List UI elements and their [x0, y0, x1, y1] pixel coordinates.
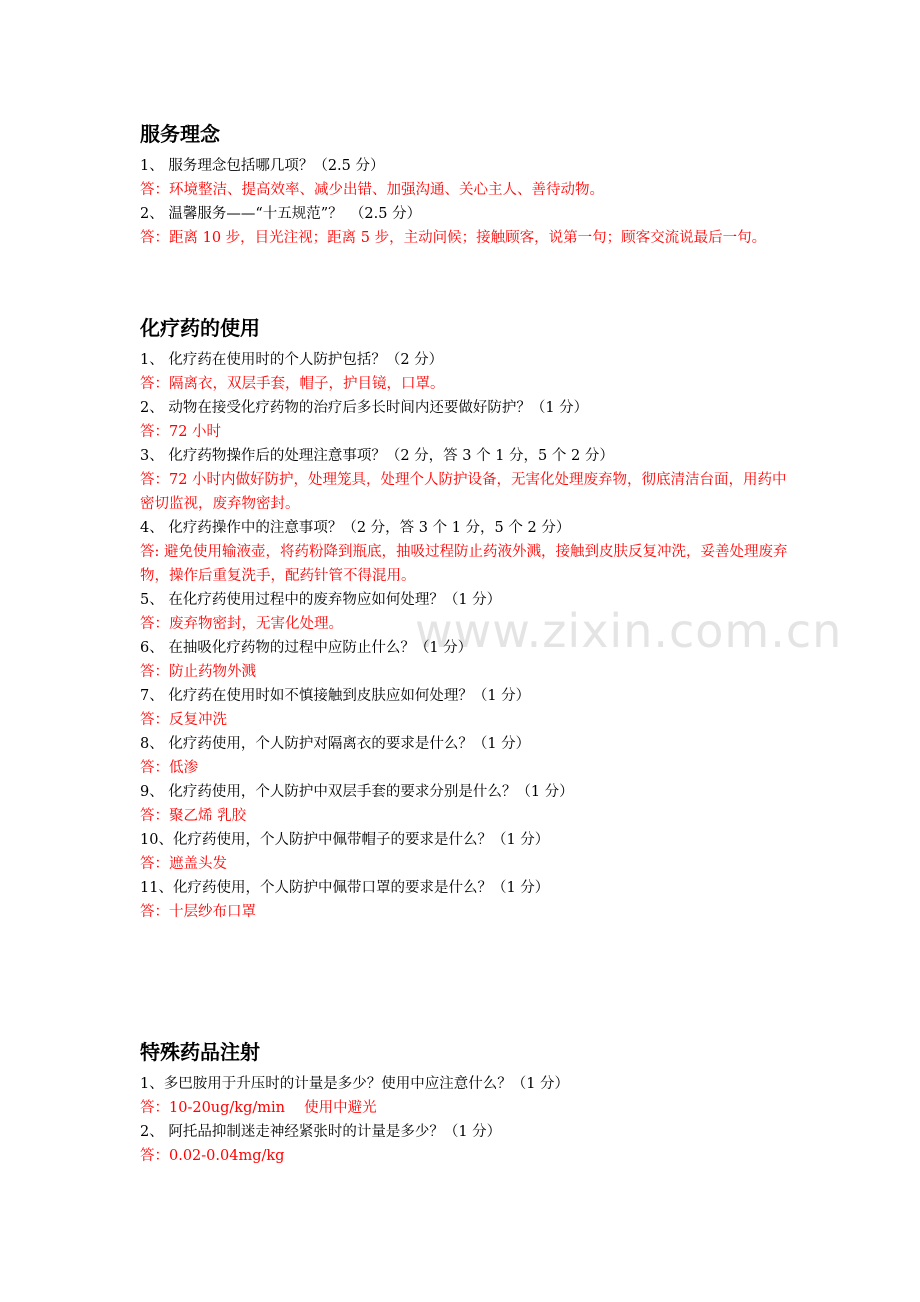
watermark: www.zixin.com.cn [415, 604, 843, 658]
answer: 答: 避免使用输液壶，将药粉降到瓶底，抽吸过程防止药液外溅，接触到皮肤反复冲洗，妥善处理废弃物，操作后重复洗手，配药针管不得混用。 [140, 544, 788, 584]
question: 1、 化疗药在使用时的个人防护包括？（2 分） [140, 352, 444, 368]
question: 2、 动物在接受化疗药物的治疗后多长时间内还要做好防护？（1 分） [140, 400, 589, 416]
answer: 答：反复冲洗 [140, 712, 227, 728]
question: 6、 在抽吸化疗药物的过程中应防止什么？（1 分） [140, 640, 473, 656]
question: 11、化疗药使用，个人防护中佩带口罩的要求是什么？（1 分） [140, 880, 550, 896]
answer: 答：隔离衣，双层手套，帽子，护目镜，口罩。 [140, 376, 445, 392]
question: 2、 阿托品抑制迷走神经紧张时的计量是多少？（1 分） [140, 1124, 502, 1140]
question: 5、 在化疗药使用过程中的废弃物应如何处理？（1 分） [140, 592, 502, 608]
answer: 答：十层纱布口罩 [140, 904, 256, 920]
section-chemo-drug-use [140, 312, 790, 924]
answer: 答：72 小时 [140, 424, 222, 440]
answer: 答：废弃物密封，无害化处理。 [140, 616, 343, 632]
question: 9、 化疗药使用，个人防护中双层手套的要求分别是什么？（1 分） [140, 784, 574, 800]
section-special-drug-injection [140, 1036, 790, 1168]
question: 1、 服务理念包括哪几项？（2.5 分） [140, 158, 385, 174]
answer: 答：72 小时内做好防护，处理笼具，处理个人防护设备，无害化处理废弃物，彻底清洁台面，用药中密切监视，废弃物密封。 [140, 472, 787, 512]
answer: 答：距离 10 步，目光注视；距离 5 步，主动问候；接触顾客，说第一句；顾客交流说最后一句。 [140, 230, 767, 246]
question: 4、 化疗药操作中的注意事项？（2 分，答 3 个 1 分，5 个 2 分） [140, 520, 571, 536]
answer: 答：环境整洁、提高效率、减少出错、加强沟通、关心主人、善待动物。 [140, 182, 604, 198]
answer: 答：低渗 [140, 760, 198, 776]
section-title: 特殊药品注射 [140, 1040, 260, 1064]
answer: 答：10-20ug/kg/min 使用中避光 [140, 1100, 377, 1116]
section-title: 服务理念 [140, 122, 220, 146]
question: 7、 化疗药在使用时如不慎接触到皮肤应如何处理？（1 分） [140, 688, 531, 704]
answer: 答：遮盖头发 [140, 856, 227, 872]
question: 1、多巴胺用于升压时的计量是多少？使用中应注意什么？（1 分） [140, 1076, 570, 1092]
answer: 答：聚乙烯 乳胶 [140, 808, 247, 824]
section-title: 化疗药的使用 [140, 316, 260, 340]
question: 8、 化疗药使用，个人防护对隔离衣的要求是什么？（1 分） [140, 736, 531, 752]
answer: 答：0.02-0.04mg/kg [140, 1148, 285, 1164]
question: 3、 化疗药物操作后的处理注意事项？（2 分，答 3 个 1 分，5 个 2 分） [140, 448, 614, 464]
question: 2、 温馨服务——“十五规范”？ （2.5 分） [140, 206, 422, 222]
answer: 答：防止药物外溅 [140, 664, 256, 680]
section-service-philosophy [140, 118, 790, 250]
question: 10、化疗药使用，个人防护中佩带帽子的要求是什么？（1 分） [140, 832, 550, 848]
